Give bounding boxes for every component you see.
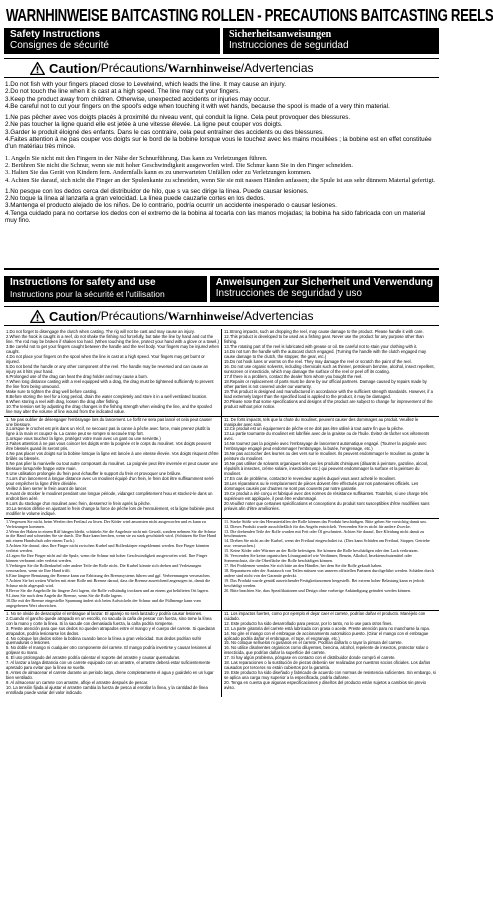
instruction-item: 4.Do not place your fingers on the spool when the line is cast at a high speed. Your fingers may get burnt or injured.: [6, 354, 205, 365]
instruction-item: 3.Faites attention à ne pas vous coincer les doigts entre la poignée et le corps du moulinet. Vos doigts peuvent être blessés quand ils seront pris.: [6, 441, 212, 452]
banner-heading-es: Instrucciones de seguridad y uso: [215, 287, 362, 299]
instructions-column: [4, 417, 221, 518]
instruction-item: 7.When long distance casting with a reel equipped with a drag, the drag must be tightened sufficiently to prevent the line from being unwound.: [6, 378, 214, 389]
safety-item: 1. Angeln Sie nicht mit den Fingern in der Nähe der Schnurführung. Das kann zu Verletzungen führen.: [5, 154, 268, 162]
instructions-column: [4, 519, 221, 610]
instruction-item: 9. Al almacenar un carrete con arrastre, afloje el arrastre después de pescar.: [6, 680, 149, 686]
banner-left: [4, 276, 207, 302]
safety-item: 2.Do not touch the line when it is cast at a high speed. The line may cut your fingers.: [5, 88, 241, 96]
instruction-item: Make sure to tighten the drag well before casting.: [6, 388, 98, 394]
safety-block-es: [4, 188, 439, 224]
instruction-item: 4.Ne pas placer vos doigts sur la bobine lorsque la ligne est lancée à une vitesse élevée. Vos doigts risquent d'être brûlés ou blessés.: [6, 451, 219, 462]
safety-item: 4. Achten Sie darauf, sich nicht die Finger an der Spulenkante zu schneiden, wenn Sie sie mit nassen Händen anfassen; die Spule ist aus sehr dünnem Material gefertigt.: [5, 176, 436, 184]
banner-heading-es: Instrucciones de seguridad: [229, 39, 349, 51]
instruction-item: 1. No se olvide de desacoplar el embrague al lanzar. El aparejo no será lanzado y podría causar lesiones.: [6, 610, 203, 616]
safety-item: 2.No toque la línea al lanzarla a gran velocidad. La línea puede cauzarle cortes en los dedos.: [5, 195, 266, 203]
instruction-item: 20. Tenga en cuenta que algunas especificaciones y diseños del producto están sujetos a cambios sin previo aviso.: [224, 680, 426, 691]
caution-en: Caution: [49, 308, 98, 324]
caution-sep: /: [97, 309, 101, 324]
safety-use-banner: [4, 276, 439, 302]
caution-heading: [4, 306, 439, 326]
instructions-fr: [4, 417, 439, 518]
instruction-item: 9.When storing a reel with drag, loosen the drag after fishing.: [6, 398, 120, 404]
caution-de: Warnhinweise: [167, 308, 241, 323]
safety-item: 1.Do not fish with your fingers placed close to Levelwind, which leads the line. It may cause an injury.: [5, 81, 286, 88]
blank-space: [4, 228, 439, 268]
instructions-column: [4, 329, 221, 415]
safety-item: 1.Ne pas pêcher avec vos doigts placés à proximité du niveau vent, qui conduit la ligne. Cela peut provoquer des blessures.: [5, 114, 351, 122]
instruction-item: 8.Avant de stocker le moulinet pendant une longue période, vidangez complètement l'eau et stockez-le dans un endroit bien aéré.: [6, 490, 213, 501]
instruction-item: 13.The rotating part of the reel is lubricated with grease or oil. Be careful not to stain your clothing with it.: [224, 344, 418, 350]
instruction-item: 6. El uso prolongado del arrastre podría calentar el soporte del arrastre y causar quemaduras.: [6, 655, 181, 661]
instruction-item: 10.The tension set by adjusting the drag changes in the fishing strength when winding the line, and the spooled line may alter the volume of line wound from the indicated value.: [6, 403, 212, 414]
caution-es: Advertencias: [244, 309, 314, 324]
instruction-item: 17.If there is a problem, contact the dealer from whom you bought the reel.: [224, 373, 363, 379]
instruction-item: 10. La tensión fijada al ajustar el arrastre cambia la fuerza de pesca al enrollar la línea, y la cantidad de línea enrollada puede variar del valor indicado.: [6, 685, 208, 696]
instruction-item: 10.Die mit der Bremse eingestellte Spannung ändert sich beim Aufwickeln der Schnur und die Füllmenge kann vom angegebenen Wert abweichen.: [6, 597, 201, 608]
instruction-item: 13. La parte giratoria del carrete está lubricada con grasa o aceite. Preste atención para no mancharse la ropa.: [224, 625, 431, 631]
caution-sep: /: [240, 61, 245, 75]
safety-block-en: [4, 81, 439, 110]
instruction-item: 5. No doble el mango ni cualquier otro componente del carrete. El mango podría invertirse y causar lesiones al golpear su mano.: [6, 645, 212, 656]
safety-item: 3. Halten Sie das Gerät von Kindern fern. Andernfalls kann es zu unerwarteten Unfällen oder zu Verletzungen kommen.: [5, 169, 312, 177]
instruction-item: 15. Keine Köder oder Würmer an der Rolle befestigen. Sie können die Rolle beschädigen oder den Lack verkratzen.: [224, 548, 419, 554]
safety-instructions-banner: [4, 28, 439, 54]
instructions-de: [4, 519, 439, 610]
caution-de: Warnhinweise: [167, 60, 241, 75]
safety-item: 2.Ne pas toucher la ligne quand elle est jetée à une vitesse élevée. La ligne peut couper vos doigts.: [5, 121, 283, 129]
instruction-item: 6.Une utilisation prolongée du frein peut échauffer le support du frein et provoquer une brûlure.: [6, 471, 182, 477]
caution-sep: /: [164, 61, 168, 75]
instruction-item: 4. No coloque los dedos sobre la bobina cuando lance la línea a gran velocidad. Sus dedos podrían sufrir quemaduras o lesiones.: [6, 635, 202, 646]
banner-right: [207, 276, 439, 302]
instruction-item: 14. Drehen Sie nicht an der Kurbel, wenn der Freilauf eingeschaltet ist. (Dies kann Schäden am Freilauf, Stopper, Getriebe usw. verursachen.): [224, 538, 430, 549]
instruction-item: 2.Cuando el gancho quede atrapado en un escollo, no sacuda la caña de pescar con fuerza, sino tome la línea con la mano y corte la línea. Si la sacude con demasiada fuerza, la caña podría romperse.: [6, 615, 212, 626]
instructions-column: [221, 417, 439, 518]
instruction-item: 11. Starke Stöße wie das Herunterfallen der Rolle können das Produkt beschädigen. Bitte gehen Sie vorsichtig damit um.: [224, 518, 427, 524]
instruction-item: 8. Antes de almacenar el carrete durante un periodo largo, drene completamente el agua y guárdelo en un lugar bien ventilado.: [6, 670, 214, 681]
caution-fr: Précautions: [100, 61, 165, 75]
instruction-item: 2.When the hook is caught in a reef, do not shake the fishing rod forcefully, but take the line by hand and cut the line. The rod may be broken if shaken too hard. (When touching the line, protect your hand with a glove or a towel.): [6, 334, 219, 345]
instruction-item: 6.Eine längere Benutzung der Bremse kann zur Erhitzung des Bremssystems führen und ggf. Verbrennungen verursachen.: [6, 573, 211, 579]
instruction-item: 17.En cas de problème, contactez le revendeur auprès duquel vous avez acheté le moulinet.: [224, 475, 396, 481]
instruction-item: 7. Al lanzar a larga distancia con un carrete equipado con un arrastre, el arrastre deberá estar suficientemente apretado para evitar que la línea se suelte.: [6, 660, 211, 671]
instruction-item: 12.Ce produit est un équipement de pêche et ne doit pas être utilisé à tout autre fin que la pêche.: [224, 426, 404, 432]
instruction-item: 15. No coloque señuelos ni gusanos en el carrete. Podrían dañarlo o rayar la pintura del carrete.: [224, 640, 403, 646]
caution-es: Advertencias: [244, 61, 314, 75]
instructions-es: [4, 611, 439, 697]
banner-heading-en: Instructions for safety and use: [10, 277, 156, 289]
caution-sep: /: [240, 309, 245, 324]
instruction-item: 16. Verwenden Sie keine organischen Lösungsmittel wie Verdünner, Benzin, Alkohol, Insektenschutzmittel oder Sonnenschutz, die die Oberfläche der Rolle beschädigen können.: [224, 553, 412, 564]
instruction-item: 16. No utilice disolventes orgánicos como diluyentes, bencina, alcohol, repelente de insectos, protector solar o insecticida, que podrían dañar la superficie del carrete.: [224, 645, 429, 656]
banner-left: [4, 28, 220, 54]
safety-item: 4.Be careful not to cut your fingers on the spool's edge when touching it with wet hands, because the spool is made of a very thin material.: [5, 102, 390, 110]
banner-heading-en: Safety Instructions: [10, 29, 101, 40]
instruction-item: 18. Las reparaciones o la sustitución de piezas deberán ser realizadas por nuestros socios oficiales. Los daños causados por terceros no están cubiertos por la garantía.: [224, 660, 431, 671]
instruction-item: 8.Before storing the reel for a long period, drain the water completely and store it in a well ventilated location.: [6, 393, 208, 399]
instruction-item: 1. Ne pas oublier de désengager l'embrayage lors du lancement. Le forfit ne sera pas lancé et cela peut causer une blessure.: [6, 416, 212, 427]
safety-item: 3.Keep the product away from children. Otherwise, unexpected accidents or injuries may occur.: [5, 95, 271, 103]
instruction-item: 13.La partie tournante du moulinet est lubrifiée avec de la graisse ou de l'huile. Évitez de tâcher vos vêtements avec.: [224, 431, 430, 442]
instruction-item: 2.Lorsque le crochet est pris dans un récif, ne secouez pas la canne à pêche avec force, mais prenez plutôt la ligne à la main et coupez-la. La canne peut se rompre si secouée trop fort.: [6, 426, 210, 437]
instruction-item: 14.Do not turn the handle with the autocast clutch engaged. (Turning the handle with the clutch engaged may cause damage to the clutch, the stopper, the gear, etc.): [224, 349, 427, 360]
instruction-item: 11. Los impactos fuertes, como por ejemplo el dejar caer el carrete, podrían dañar el producto. Manéjelo con cuidado.: [224, 610, 426, 621]
instruction-item: 17. Bei Problemen wenden Sie sich bitte an den Händler, bei dem Sie die Rolle gekauft haben.: [224, 563, 383, 569]
instruction-item: 5.Verbiegen Sie die Rollenkurbel oder andere Teile der Rolle nicht. Die Kurbel könnte sich drehen und Verletzungen verursachen, wenn sie Ihre Hand trifft.: [6, 563, 202, 574]
instruction-item: 8.Bevor Sie die Angelrolle für längere Zeit lagern, die Rolle vollständig trocknen und an einem gut belüfteten Ort lagern.: [6, 587, 209, 593]
safety-block-de: [4, 155, 439, 184]
safety-item: 4.Tenga cuidado para no cortarse los dedos con el extremo de la bobina al tocarla con las manos mojadas; la bobina ha sido fabricada con un material muy fino.: [5, 209, 426, 225]
page-title: WARNHINWEISE BAITCASTING ROLLEN - PRECAUTIONS BAITCASTING REELS: [6, 5, 493, 26]
instruction-item: 11. De forts impacts, tels que la chute du moulinet, peuvent causer des dommages au produit. Veuillez le manipuler avec soin.: [224, 416, 419, 427]
caution-heading: [4, 58, 439, 78]
instruction-item: 3.Achten Sie darauf, dass Ihre Finger nicht zwischen Kurbel und Rollenkörper eingeklemmt werden. Ihre Finger könnten verletzt werden.: [6, 543, 210, 554]
instruction-item: 19. Das Produkt wurde gemäß ausreichender Festigkeitsnormen hergestellt. Bei extrem hoher Belastung kann es jedoch beschädigt werden.: [224, 578, 425, 588]
instruction-item: 16. Do not use organic solvents, including chemicals such as thinner, petroleum benzine, alcohol, insect repellent, sunscreen or insecticide, which may damage the surface of the reel or peel off its coating.: [224, 364, 435, 374]
instruction-item: 19. Este producto ha sido diseñado y fabricado de acuerdo con normas de resistencia suficientes. Sin embargo, si se aplica una carga muy superior a la especificada, podría dañarse.: [224, 670, 436, 681]
banner-right: [220, 28, 439, 54]
safety-item: 1.No pesque con los dedos cerca del distribuidor de hilo, que s va sec dirige la línea. Puede causar lesiones.: [5, 187, 309, 195]
instructions-column: [221, 519, 439, 610]
instruction-item: 20.Veuillez noter que certaines spécifications et conceptions du produit sont susceptibles d'être modifiées sans préavis afin d'être améliorées.: [224, 500, 430, 511]
instruction-item: 16.Ne pas utiliser de solvants organiques tels que les produits chimiques (diluants à peinture, gazoline, alcool, répulsifs à insectes, crème solaire, insecticides etc.) qui peuvent endommager la surface et la peinture du moulinet.: [224, 461, 429, 477]
instruction-item: 19.Ce produit a été conçu et fabriqué avec des normes de résistance suffisantes. Toutefois, si une charge très supérieure est appliquée, il peut être endommagé.: [224, 490, 428, 501]
instruction-item: 18.Les réparations ou le remplacement de pièces doivent être effectués par nos partenaires officiels. Les dommages causés par d'autres ne sont pas couverts par notre garantie.: [224, 480, 419, 491]
safety-block-fr: [4, 114, 439, 150]
instruction-item: 11.Strong impacts, such as dropping the reel, may cause damage to the product. Please handle it with care.: [224, 329, 424, 335]
instruction-item: 10.La tension définie en ajustant le frein change la force de pêche lors de l'enroulement, et la ligne bobinée peut modifier le volume indiqué.: [6, 505, 214, 516]
instruction-item: 3.Be careful not to get your fingers caught between the handle and the reel body. Your fingers may be injured when caught.: [6, 344, 219, 355]
caution-sep: /: [164, 309, 168, 324]
instruction-item: 18. Reparaturen oder der Austausch von Teilen müssen von unseren offiziellen Partnern durchgeführt werden. Schäden durch andere sind nicht von der Garantie gedeckt.: [224, 568, 434, 579]
instruction-item: 15.Ne pas accrocher des leurres ou des vers sur le moulinet. Ils peuvent endommager le moulinet ou gratter la peinture du moulinet.: [224, 451, 430, 462]
instruction-item: 5.Do not bend the handle or any other component of the reel. The handle may be reversed and can cause an injury as it hits your hand.: [6, 364, 208, 374]
instruction-item: 7.Achten Sie bei weiten Würfen mit einer Rolle mit Bremse darauf, dass die Bremse ausreichend angezogen ist, damit die Schnur nicht abgespult wird.: [6, 578, 211, 588]
instruction-item: 1.Vergessen Sie nicht, beim Werfen den Freilauf zu lösen. Der Köder wird ansonsten nicht ausgeworfen und es kann zu Verletzungen kommen.: [6, 518, 206, 529]
banner-heading-de: Sicherheitsanweisungen: [229, 29, 332, 40]
instruction-item: 4.Legen Sie Ihre Finger nicht auf die Spule, wenn die Schnur mit hoher Geschwindigkeit ausgeworfen wird. Ihre Finger können verbrannt oder verletzt werden.: [6, 553, 208, 564]
instruction-item: 6.Prolonged use of the drag can heat the drag holder and may cause a burn.: [6, 373, 149, 379]
instruction-item: 3. Preste atención para que sus dedos no queden atrapados entre el mango y el cuerpo del carrete. Si quedaran atrapados, podría lesionarse los dedos.: [6, 625, 216, 636]
safety-item: 3.Mantenga el producto alejado de los niños. De lo contrario, podría ocurrir un accidente inesperado o causar lesiones.: [5, 202, 337, 210]
instruction-item: 9.Lors du stockage d'un moulinet avec frein, desserrez le frein après la pêche.: [6, 500, 151, 506]
safety-item: 2. Berühren Sie nicht die Schnur, wenn sie mit hoher Geschwindigkeit ausgeworfen wird. Die Schnur kann Sie in den Finger schneiden.: [5, 161, 353, 169]
instruction-item: 2.Wenn der Haken in einem Riff hängen bleibt, schütteln Sie die Angelrute nicht mit Gewalt, sondern nehmen Sie die Schnur in die Hand und schneiden Sie sie durch. Die Rute kann brechen, wenn sie zu stark geschüttelt wird. (Schützen Sie Ihre Hand mit einem Handschuh oder einem Tuch.): [6, 528, 217, 544]
instructions-column: [221, 329, 439, 415]
instruction-item: 7.Lors d'un lancement à longue distance avec un moulinet équipé d'un frein, le frein doit être suffisamment serré pour empêcher la ligne d'être dévidée.: [6, 475, 214, 486]
instruction-item: 13. Die drehenden Teile der Rolle wurden mit Fett oder Öl geschmiert. Achten Sie darauf, Ihre Kleidung nicht damit zu beschmutzen.: [224, 528, 425, 539]
instruction-item: 5.Ne pas plier la manivelle ou tout autre composant du moulinet. La poignée peut être inversée et peut causer une blessure lorsqu'elle frappe votre main.: [6, 461, 218, 472]
instruction-item: 15.Do not hook lures or worms on the reel. They may damage the reel or scratch the paint of the reel.: [224, 359, 412, 365]
instruction-item: 19.This product is designed and manufactured in accordance with the sufficient strength standards. However, if a load extremely larger than the specified load is applied to the product, it may be damaged.: [224, 388, 433, 399]
instruction-item: Veillez à bien serrer le frein avant de lancer.: [6, 485, 88, 491]
instruction-item: 9.Lösen Sie nach dem Angeln die Bremse, wenn Sie die Rolle lagern.: [6, 592, 123, 598]
instruction-item: 17. Si hay algún problema, póngase en contacto con el distribuidor donde compró el carrete.: [224, 655, 396, 661]
instructions-column: [4, 611, 221, 697]
instructions-column: [221, 611, 439, 697]
instruction-item: 12.This product is developed to be used as a fishing gear. Never use the product for any purpose other than fishing.: [224, 334, 424, 345]
safety-item: 4.Faites attention à ne pas couper vos doigts sur le bord de la bobine lorsque vous le touchez avec les mains mouillées ; la bobine est en effet constituée d'un matériau très mince.: [5, 136, 432, 151]
instruction-item: 14. No gire el mango con el embrague de accionamiento automático puesto. (Girar el mango con el embrague aplicado podría dañar el embrague, el tope, el engranaje, etc.): [224, 630, 429, 641]
caution-fr: Précautions: [100, 309, 165, 324]
banner-heading-fr: Consignes de sécurité: [10, 39, 109, 51]
safety-item: 3.Garder le produit éloigné des enfants. Dans le cas contraire, cela peut entraîner des accidents ou des blessures.: [5, 128, 324, 136]
caution-sep: /: [97, 61, 101, 75]
safety-section: [4, 81, 439, 270]
instruction-item: (Lorsque vous touchez la ligne, protégez votre main avec un gant ou une serviette.): [6, 436, 161, 442]
instruction-item: 20.Please note that some specifications and designs of the product are subject to change for improvement of the product without prior notice.: [224, 398, 433, 409]
instruction-item: 20. Bitte beachten Sie, dass Spezifikationen und Design ohne vorherige Ankündigung geändert werden können.: [224, 587, 411, 593]
caution-en: Caution: [49, 60, 98, 76]
banner-heading-de: Anweisungen zur Sicherheit und Verwendung: [215, 277, 433, 289]
warning-triangle-icon: [30, 310, 45, 323]
instruction-item: 1.Do not forget to disengage the clutch when casting. The rig will not be cast and may cause an injury.: [6, 329, 195, 335]
instruction-item: 18.Repairs or replacement of parts must be done by our official partners. Damage caused by repairs made by other parties is not covered under our warranty.: [224, 378, 427, 389]
warning-triangle-icon: [30, 62, 45, 75]
instruction-item: 12. Dieses Produkt wurde ausschließlich für das Angeln entwickelt. Verwenden Sie es nicht für andere Zwecke.: [224, 523, 411, 529]
instructions-en: [4, 329, 439, 415]
instruction-item: 12. Este producto ha sido desarrollado para pescar, por lo tanto, no lo use para otros fines.: [224, 620, 393, 626]
instruction-item: 14.Ne tournez pas la poignée avec l'embrayage de lancement automatique engagé. (Tourner la poignée avec l'embrayage engagé peut endommager l'embrayage, la butée, l'engrenage, etc.): [224, 441, 427, 452]
banner-heading-fr: Instructions pour la sécurité et l'utilisation: [10, 288, 165, 299]
